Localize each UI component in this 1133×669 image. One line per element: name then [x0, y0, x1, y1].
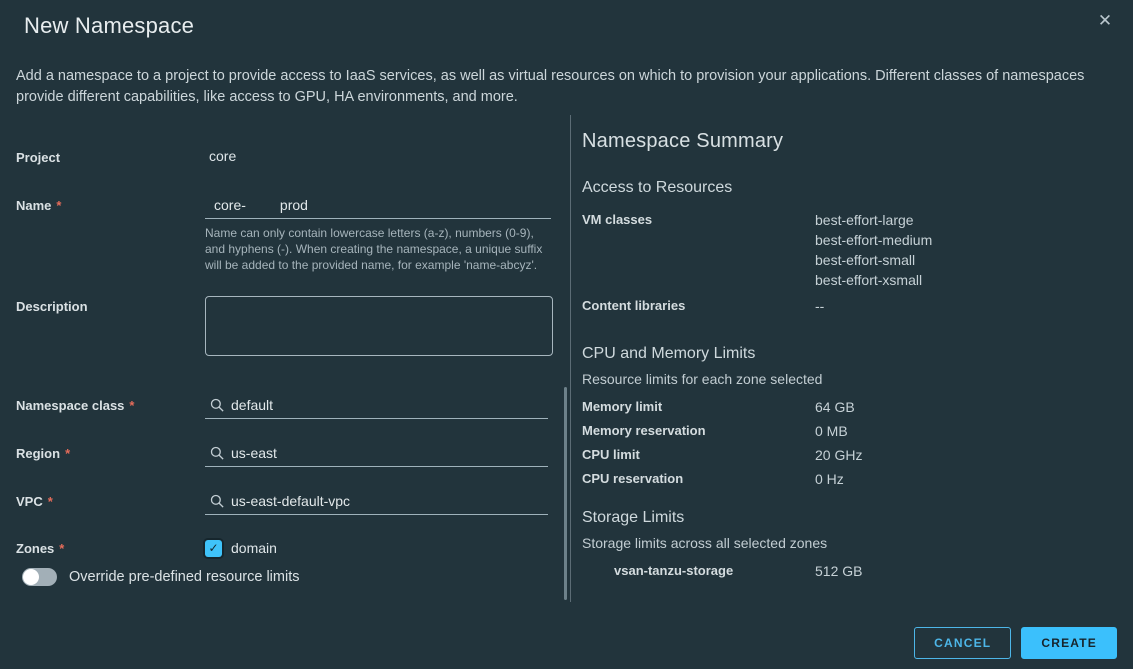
content-libraries-row: [582, 293, 1117, 319]
description-label: Description: [16, 299, 88, 314]
memory-limit-value: 64 GB: [815, 399, 855, 415]
vm-classes-values: [815, 210, 1117, 290]
project-row: [16, 147, 548, 167]
namespace-class-row: [16, 395, 548, 419]
cpu-memory-subtitle: Resource limits for each zone selected: [582, 371, 823, 387]
cpu-limit-value: 20 GHz: [815, 447, 863, 463]
cpu-reservation-value: 0 Hz: [815, 471, 844, 487]
vpc-input[interactable]: [205, 491, 548, 515]
required-asterisk: *: [129, 398, 135, 413]
cpu-memory-section-title: CPU and Memory Limits: [582, 345, 756, 362]
storage-section-title: Storage Limits: [582, 509, 685, 526]
region-value: us-east: [231, 445, 277, 461]
namespace-summary-panel: [582, 130, 1117, 583]
vm-class-item: best-effort-small: [815, 252, 916, 268]
close-icon[interactable]: ✕: [1097, 11, 1113, 30]
search-icon: [210, 494, 224, 508]
storage-policy-value: 512 GB: [815, 563, 863, 579]
namespace-form: [16, 140, 548, 610]
project-value: core: [209, 148, 237, 164]
required-asterisk: *: [47, 494, 53, 509]
required-asterisk: *: [56, 198, 62, 213]
required-asterisk: *: [59, 541, 65, 556]
description-row: [16, 296, 548, 356]
memory-limit-label: Memory limit: [582, 399, 663, 414]
storage-subtitle: Storage limits across all selected zones: [582, 535, 828, 551]
panel-divider: [570, 115, 571, 602]
zones-label: Zones *: [16, 541, 65, 556]
override-row: [22, 568, 554, 586]
dialog-description: Add a namespace to a project to provide access to IaaS services, as well as virtual resources on which to provision your applications. Different classes of namespaces provide different capabilities, like access to GPU, HA environments, and more.: [16, 68, 1085, 105]
vpc-row: [16, 491, 548, 515]
access-section-title: Access to Resources: [582, 179, 733, 196]
name-row: [16, 195, 548, 273]
project-label: Project: [16, 150, 61, 165]
vm-classes-label: VM classes: [582, 212, 653, 227]
description-input[interactable]: [205, 296, 553, 356]
cpu-reservation-label: CPU reservation: [582, 471, 684, 486]
cpu-reservation-row: [582, 467, 1117, 491]
vpc-label: VPC *: [16, 494, 53, 509]
storage-row: [582, 559, 1117, 583]
name-label: Name *: [16, 198, 62, 213]
zone-checkbox[interactable]: [205, 540, 222, 557]
vm-class-item: best-effort-xsmall: [815, 272, 923, 288]
name-input[interactable]: [205, 195, 551, 219]
vpc-value: us-east-default-vpc: [231, 493, 351, 509]
name-helper-text: Name can only contain lowercase letters (a-z), numbers (0-9), and hyphens (-). When creating the namespace, a unique suffix will be added to the provided name, for example 'name-abcyz'.: [205, 226, 543, 272]
name-prefix: core-: [214, 197, 246, 213]
override-toggle-label: Override pre-defined resource limits: [69, 569, 300, 585]
create-button[interactable]: CREATE: [1021, 627, 1117, 659]
cpu-limit-row: [582, 443, 1117, 467]
memory-limit-row: [582, 395, 1117, 419]
scrollbar-thumb[interactable]: [564, 387, 567, 600]
memory-reservation-row: [582, 419, 1117, 443]
page-title: New Namespace: [24, 13, 195, 38]
search-icon: [210, 398, 224, 412]
cancel-button[interactable]: CANCEL: [914, 627, 1011, 659]
content-libraries-label: Content libraries: [582, 298, 686, 313]
name-value: prod: [279, 197, 308, 213]
summary-title: Namespace Summary: [582, 130, 784, 152]
content-libraries-value: --: [815, 298, 825, 314]
namespace-class-label: Namespace class *: [16, 398, 135, 413]
vm-class-item: best-effort-medium: [815, 232, 933, 248]
dialog-footer: [914, 627, 1117, 659]
vm-classes-row: [582, 207, 1117, 293]
namespace-class-input[interactable]: [205, 395, 548, 419]
memory-reservation-label: Memory reservation: [582, 423, 706, 438]
region-input[interactable]: [205, 443, 548, 467]
vm-class-item: best-effort-large: [815, 212, 914, 228]
search-icon: [210, 446, 224, 460]
cpu-limit-label: CPU limit: [582, 447, 640, 462]
memory-reservation-value: 0 MB: [815, 423, 848, 439]
zone-checkbox-label: domain: [231, 540, 277, 556]
required-asterisk: *: [65, 446, 71, 461]
storage-policy-label: vsan-tanzu-storage: [614, 563, 734, 578]
region-row: [16, 443, 548, 467]
region-label: Region *: [16, 446, 71, 461]
toggle-knob: [23, 569, 39, 585]
override-toggle[interactable]: [22, 568, 57, 586]
namespace-class-value: default: [231, 397, 274, 413]
checkmark-icon: ✓: [208, 541, 219, 555]
zones-row: [16, 538, 548, 558]
